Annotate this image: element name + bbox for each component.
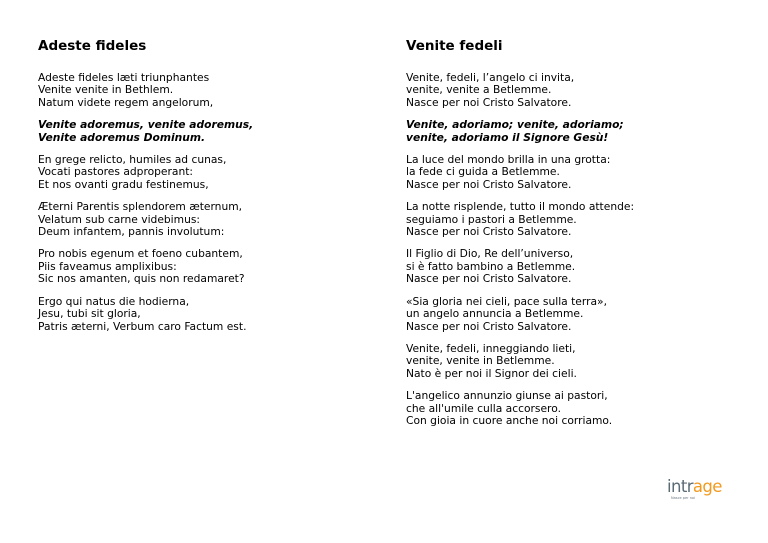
verse-line: venite, venite in Betlemme. (406, 354, 555, 368)
verse-line: Nasce per noi Cristo Salvatore. (406, 272, 572, 286)
italian-column (406, 38, 736, 437)
logo-tagline: Nasce per noi (671, 496, 696, 500)
verse-line: un angelo annuncia a Betlemme. (406, 307, 584, 321)
verse-line: La notte risplende, tutto il mondo attende: (406, 200, 635, 214)
latin-stanzas (38, 72, 368, 333)
stanza (406, 343, 736, 380)
verse-line: si è fatto bambino a Betlemme. (406, 259, 576, 273)
stanza (406, 248, 736, 285)
stanza (406, 72, 736, 109)
stanza (406, 390, 736, 427)
verse-line: La luce del mondo brilla in una grotta: (406, 153, 611, 167)
verse-line: Venite, fedeli, inneggiando lieti, (406, 341, 576, 355)
logo-part-2: age (692, 477, 722, 496)
verse-line: Nasce per noi Cristo Salvatore. (406, 177, 572, 191)
verse-line: venite, adoriamo il Signore Gesù! (406, 130, 609, 144)
verse-line: Pro nobis egenum et foeno cubantem, (38, 247, 243, 261)
refrain-stanza (406, 119, 736, 144)
verse-line: Æterni Parentis splendorem æternum, (38, 200, 243, 214)
verse-line: Venite, adoriamo; venite, adoriamo; (406, 118, 624, 132)
verse-line: seguiamo i pastori a Betlemme. (406, 212, 577, 226)
stanza (38, 296, 368, 333)
verse-line: che all'umile culla accorsero. (406, 401, 561, 415)
verse-line: Il Figlio di Dio, Re dell’universo, (406, 247, 574, 261)
verse-line: Nasce per noi Cristo Salvatore. (406, 95, 572, 109)
stanza (38, 248, 368, 285)
logo-wordmark (667, 478, 722, 496)
verse-line: Nasce per noi Cristo Salvatore. (406, 225, 572, 239)
verse-line: «Sia gloria nei cieli, pace sulla terra», (406, 294, 607, 308)
refrain-stanza (38, 119, 368, 144)
verse-line: Patris æterni, Verbum caro Factum est. (38, 319, 247, 333)
stanza (406, 154, 736, 191)
verse-line: Venite, fedeli, l’angelo ci invita, (406, 71, 575, 84)
latin-column (38, 38, 368, 343)
verse-line: Venite adoremus, venite adoremus, (38, 118, 254, 132)
verse-line: Nasce per noi Cristo Salvatore. (406, 319, 572, 333)
verse-line: Natum videte regem angelorum, (38, 95, 214, 109)
verse-line: Venite venite in Bethlem. (38, 83, 174, 97)
italian-stanzas (406, 72, 736, 427)
stanza (406, 201, 736, 238)
verse-line: En grege relicto, humiles ad cunas, (38, 153, 227, 167)
verse-line: Piis faveamus amplixibus: (38, 259, 177, 273)
verse-line: la fede ci guida a Betlemme. (406, 165, 560, 179)
verse-line: Jesu, tubi sit gloria, (38, 307, 141, 321)
verse-line: Adeste fideles læti triunphantes (38, 71, 210, 84)
verse-line: Vocati pastores adproperant: (38, 165, 194, 179)
italian-title: Venite fedeli (406, 38, 503, 54)
logo-part-1: intr (667, 477, 693, 496)
verse-line: Et nos ovanti gradu festinemus, (38, 177, 209, 191)
verse-line: Deum infantem, pannis involutum: (38, 225, 225, 239)
verse-line: Venite adoremus Dominum. (38, 130, 206, 144)
verse-line: L'angelico annunzio giunse ai pastori, (406, 389, 608, 403)
latin-title: Adeste fideles (38, 38, 147, 54)
stanza (38, 72, 368, 109)
verse-line: venite, venite a Betlemme. (406, 83, 552, 97)
stanza (38, 201, 368, 238)
verse-line: Ergo qui natus die hodierna, (38, 294, 190, 308)
verse-line: Con gioia in cuore anche noi corriamo. (406, 413, 613, 427)
intrage-logo (667, 478, 731, 506)
verse-line: Nato è per noi il Signor dei cieli. (406, 366, 577, 380)
verse-line: Velatum sub carne videbimus: (38, 212, 201, 226)
verse-line: Sic nos amanten, quis non redamaret? (38, 272, 245, 286)
stanza (406, 296, 736, 333)
stanza (38, 154, 368, 191)
